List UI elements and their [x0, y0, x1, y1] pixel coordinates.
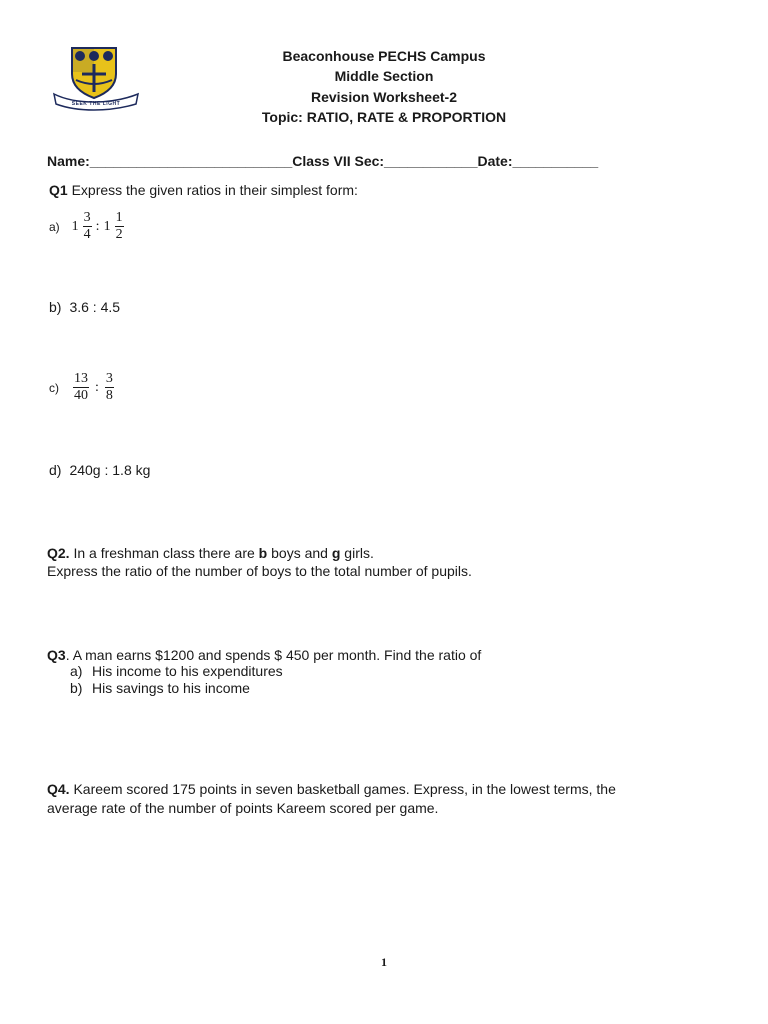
q1-c-label: c) [49, 380, 59, 395]
q1-a-fraction-2: $\frac{1}{2}$ [115, 210, 123, 242]
worksheet-title: Revision Worksheet-2 [310, 89, 457, 105]
q1-d-label: d) [49, 462, 62, 478]
question-2: Q2. In a freshman class there are b boys and g girls. [47, 545, 374, 561]
q1-a-separator: : [95, 218, 100, 234]
q1-a-label: a) [49, 219, 60, 234]
name-class-date-row: Name:__________________________Class VII Sec:____________Date:___________ [47, 153, 599, 169]
question-4-label: Q4. [47, 781, 70, 797]
question-2-line-2: Express the ratio of the number of boys to the total number of pupils. [47, 563, 472, 579]
q1-part-d [49, 462, 150, 478]
question-3 [47, 647, 481, 663]
question-1 [49, 182, 358, 198]
question-4-text: Kareem scored 175 points in seven basketball games. Express, in the lowest terms, the [69, 781, 616, 797]
question-4-line-2: average rate of the number of points Kareem scored per game. [47, 800, 439, 816]
question-2-label: Q2. [47, 545, 70, 561]
q1-b-label: b) [49, 299, 62, 315]
question-3-label: Q3 [47, 647, 66, 663]
q1-a-whole-2: 1 [103, 218, 111, 234]
q1-d-text: 240g : 1.8 kg [69, 462, 151, 478]
q1-part-c [49, 371, 114, 404]
q1-a-whole-1: 1 [71, 218, 79, 234]
q1-part-b [49, 299, 120, 315]
topic-title: Topic: RATIO, RATE & PROPORTION [261, 109, 507, 125]
q3-part-a: a) His income to his expenditures [70, 663, 283, 679]
logo-motto: SEEK THE LIGHT [71, 101, 121, 107]
q1-part-a [49, 210, 124, 243]
q1-c-fraction-2: $\frac{3}{8}$ [105, 371, 113, 403]
page-number: 1 [381, 955, 387, 969]
question-3-text: . A man earns $1200 and spends $ 450 per month. Find the ratio of [65, 647, 482, 663]
question-4 [47, 781, 616, 797]
q1-b-text: 3.6 : 4.5 [69, 299, 121, 315]
section-name: Middle Section [334, 68, 434, 84]
q1-c-separator: : [95, 379, 99, 395]
q1-c-fraction-1: $\frac{13}{40}$ [74, 371, 88, 403]
question-1-text: Express the given ratios in their simplest form: [67, 182, 358, 198]
q1-a-fraction-1: $\frac{3}{4}$ [83, 210, 91, 242]
question-1-label: Q1 [49, 182, 68, 198]
school-name: Beaconhouse PECHS Campus [282, 48, 486, 64]
q3-part-b: b) His savings to his income [70, 680, 250, 696]
